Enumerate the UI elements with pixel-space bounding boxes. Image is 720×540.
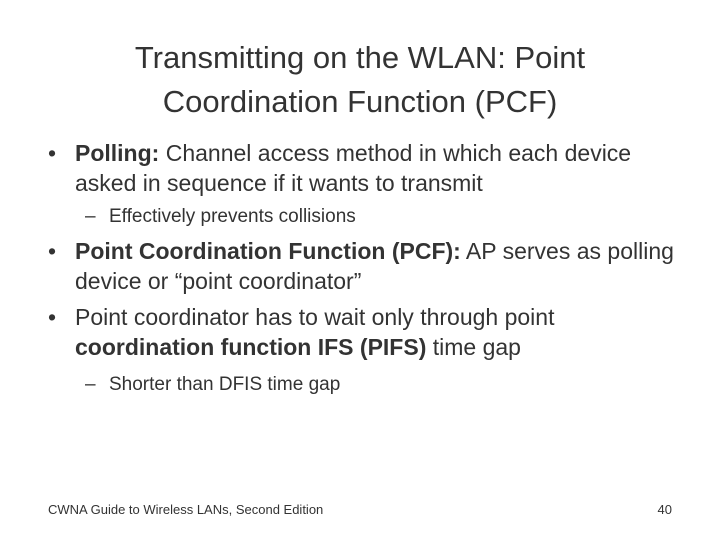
page-number: 40 bbox=[657, 502, 672, 517]
bullet-term: Point Coordination Function (PCF): bbox=[75, 238, 461, 264]
bullet-text: time gap bbox=[426, 334, 521, 360]
sub-bullet-shorter bbox=[48, 372, 688, 398]
bullet-text: AP serves as polling device or “point coordinator” bbox=[75, 238, 674, 294]
bullet-pcf bbox=[48, 236, 688, 296]
bullet-term: coordination function IFS (PIFS) bbox=[75, 334, 427, 360]
footer-source: CWNA Guide to Wireless LANs, Second Edition bbox=[48, 502, 324, 517]
bullet-marker: • bbox=[48, 238, 57, 264]
sub-bullet-collisions bbox=[48, 204, 688, 230]
bullet-marker: • bbox=[48, 140, 57, 166]
bullet-point-coordinator bbox=[48, 302, 688, 362]
sub-bullet-text: Effectively prevents collisions bbox=[109, 206, 356, 227]
sub-bullet-marker: – bbox=[85, 374, 96, 395]
bullet-text: Point coordinator has to wait only through point bbox=[75, 304, 555, 330]
slide-body bbox=[48, 138, 688, 398]
sub-bullet-text: Shorter than DFIS time gap bbox=[109, 374, 341, 395]
bullet-polling bbox=[48, 138, 688, 198]
bullet-term: Polling: bbox=[75, 140, 160, 166]
sub-bullet-marker: – bbox=[85, 206, 96, 227]
slide-title: Transmitting on the WLAN: Point Coordination Function (PCF) bbox=[134, 40, 586, 119]
bullet-text: Channel access method in which each device asked in sequence if it wants to transmit bbox=[75, 140, 632, 196]
bullet-marker: • bbox=[48, 304, 57, 330]
